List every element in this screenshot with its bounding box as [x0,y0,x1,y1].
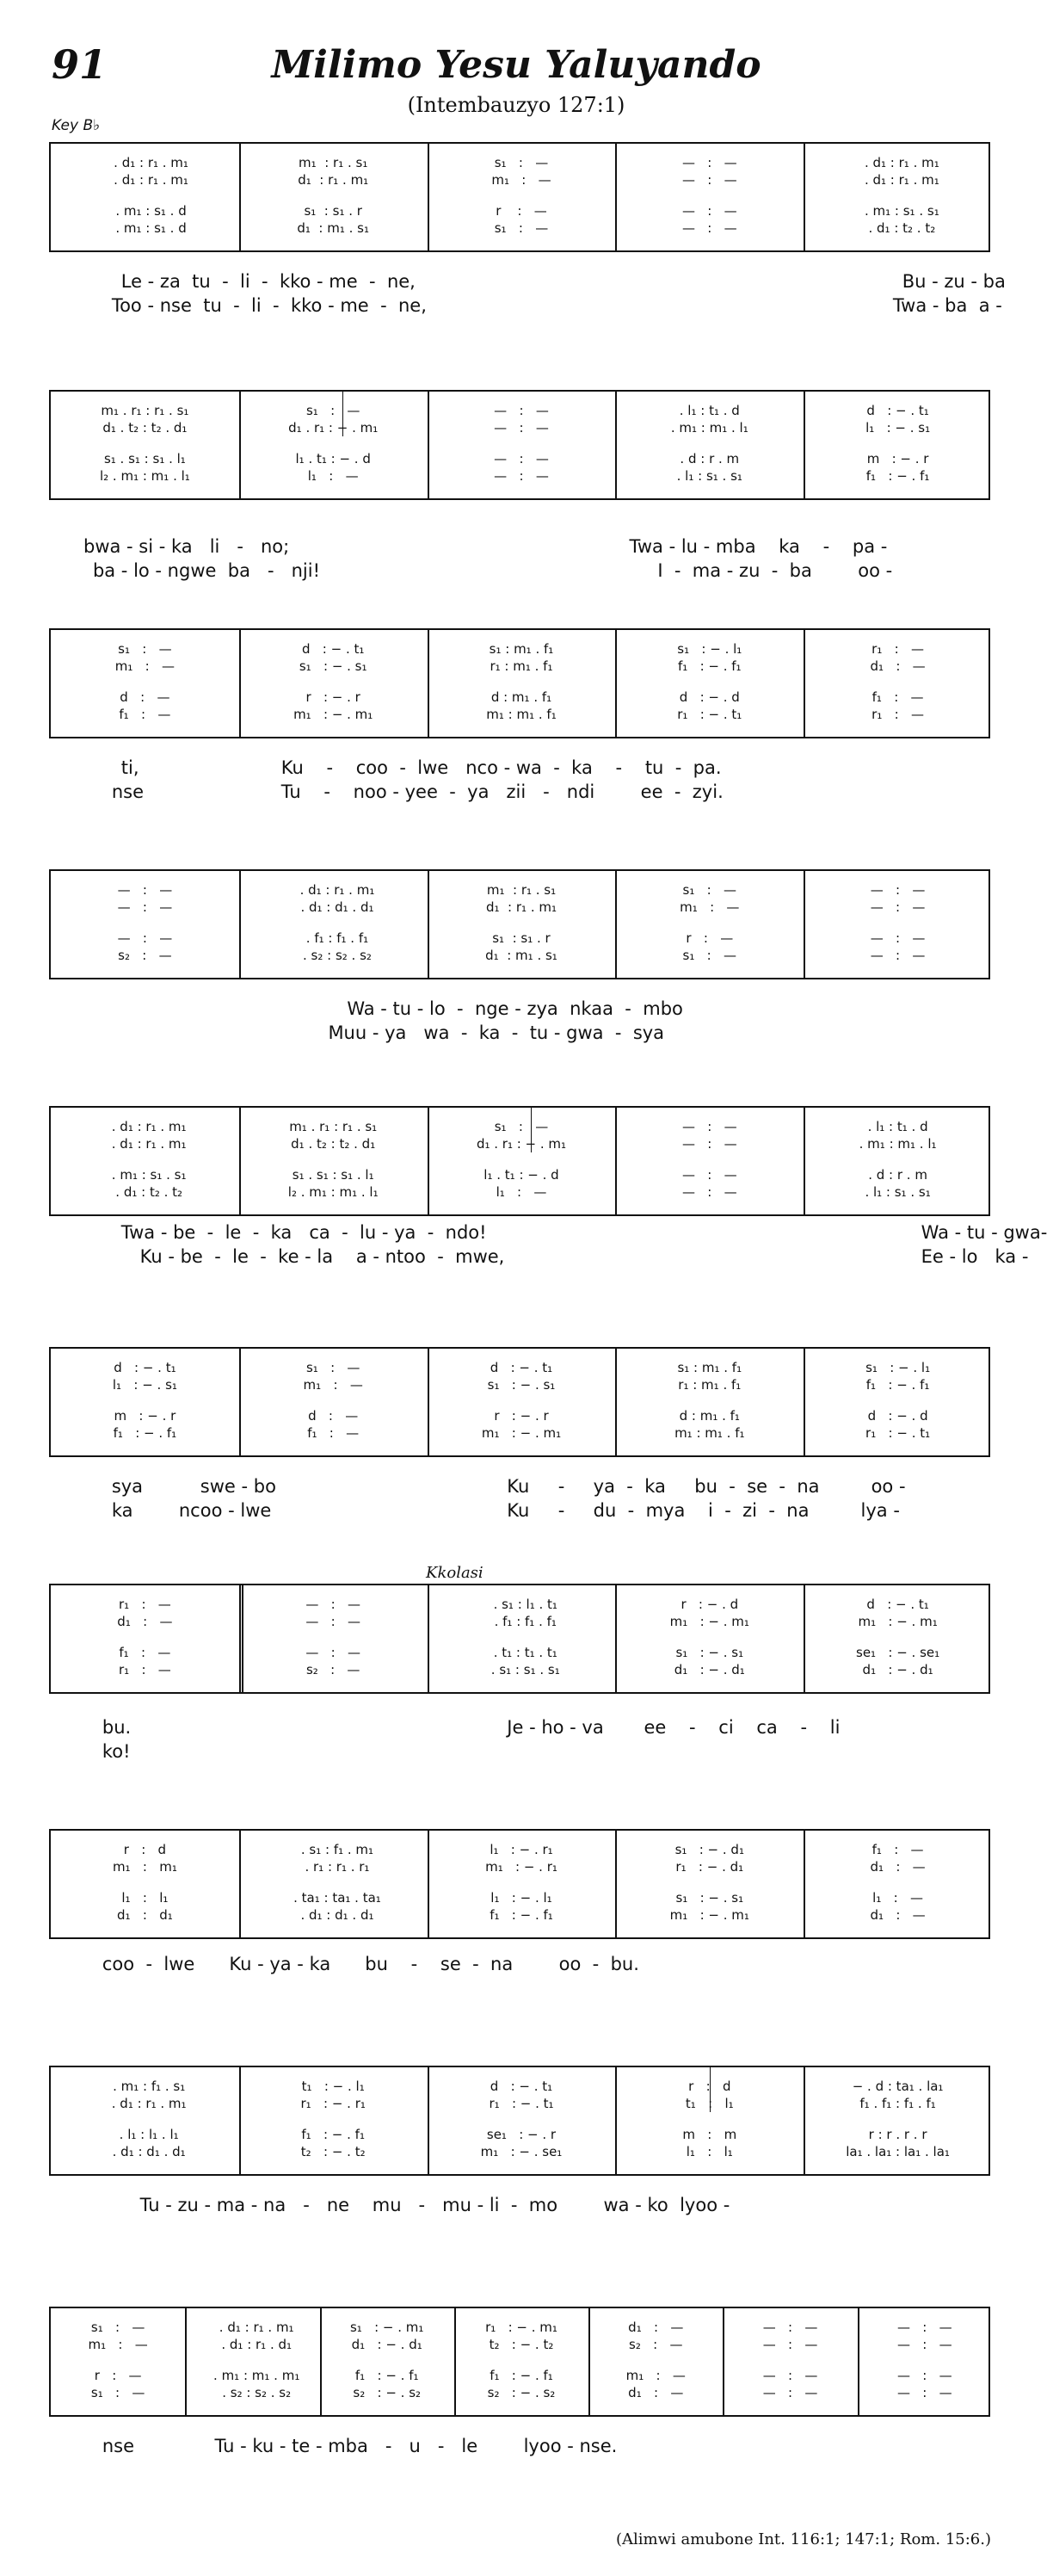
solfa-cell: . d₁ : r₁ . m₁ [103,1136,187,1152]
solfa-cell: l₂ . m₁ : m₁ . l₁ [287,1184,379,1200]
solfa-cell: d₁ : — [117,1614,173,1629]
lyric-line: Je - ho - va ee - ci ca - li [507,1717,841,1738]
bar-line [428,1349,429,1455]
solfa-cell: d : − . t₁ [866,403,929,418]
lyric-line: ko! [102,1741,131,1762]
solfa-cell: . d₁ : d₁ . d₁ [292,899,374,915]
solfa-cell: d : − . t₁ [301,641,365,657]
solfa-cell: . s₂ : s₂ . s₂ [213,2385,292,2400]
solfa-cell: t₂ : − . t₂ [300,2144,366,2159]
solfa-cell: — : — [870,899,926,915]
solfa-cell: d₁ : — [870,1907,926,1923]
solfa-cell: — : — [870,948,926,963]
solfa-cell: l₁ : — [496,1184,547,1200]
score-system [49,2066,990,2176]
solfa-cell: s₁ : — [90,2320,145,2335]
solfa-cell: − . d : ta₁ . la₁ [852,2079,944,2094]
solfa-cell: s₂ : − . s₂ [487,2385,556,2400]
solfa-cell: r : — [496,203,547,219]
bar-line [185,2308,187,2415]
bar-line [723,2308,724,2415]
solfa-cell: s₁ : — [118,641,172,657]
solfa-cell: . d₁ : r₁ . m₁ [856,172,939,188]
solfa-cell: f₁ : − . f₁ [677,658,742,674]
solfa-cell: . l₁ : t₁ . d [679,403,740,418]
lyric-line: bu. [102,1717,132,1738]
solfa-cell: . m₁ : m₁ . l₁ [859,1136,937,1152]
solfa-cell: r₁ : − . m₁ [485,2320,557,2335]
solfa-cell: l₁ : − . l₁ [490,1890,552,1906]
solfa-cell: — : — [117,882,173,898]
solfa-cell: m₁ : — [680,899,740,915]
solfa-cell: . d : r . m [680,451,740,466]
bar-line [428,392,429,498]
solfa-cell: r₁ : − . t₁ [677,707,742,722]
solfa-cell: la₁ . la₁ : la₁ . la₁ [846,2144,950,2159]
solfa-cell: — : — [494,403,549,418]
bar-line [804,630,805,737]
bar-line [454,2308,456,2415]
solfa-cell: — : — [897,2385,952,2400]
solfa-cell: d : − . d [679,689,740,705]
solfa-cell: . r₁ : r₁ . r₁ [296,1859,370,1875]
solfa-cell: . d₁ : r₁ . m₁ [292,882,375,898]
solfa-cell: l₁ . t₁ : − . d [295,451,371,466]
solfa-cell: r : r . r . r [868,2127,927,2142]
solfa-cell: r₁ : — [118,1662,171,1677]
solfa-cell: — : — [494,468,549,484]
solfa-cell: . m₁ : s₁ . d [103,203,187,219]
reference-footer: (Alimwi amubone Int. 116:1; 147:1; Rom. 15:6.) [616,2530,991,2548]
solfa-cell: — : — [762,2385,818,2400]
solfa-cell: m₁ : — [88,2337,148,2352]
solfa-cell: — : — [897,2337,952,2352]
solfa-cell: — : — [681,172,737,188]
solfa-cell: . m₁ : m₁ . l₁ [670,420,748,436]
score-system [49,1347,990,1457]
solfa-cell: s₁ . s₁ : s₁ . l₁ [292,1167,374,1183]
solfa-cell: . d₁ : d₁ . d₁ [104,2144,186,2159]
lyric-line: Tu - zu - ma - na - ne mu - mu - li - mo wa - ko lyoo - [139,2195,730,2215]
solfa-cell: m₁ . r₁ : r₁ . s₁ [289,1119,378,1134]
bar-line [615,1831,617,1937]
lyric-line: Muu - ya wa - ka - tu - gwa - sya [328,1022,665,1043]
solfa-cell: s₁ : m₁ . f₁ [677,1360,742,1375]
solfa-cell: t₁ : − . l₁ [301,2079,365,2094]
solfa-cell: r₁ : − . t₁ [489,2096,554,2111]
solfa-cell: . d₁ : r₁ . m₁ [211,2320,294,2335]
solfa-cell: d : − . t₁ [866,1597,929,1612]
solfa-cell: f₁ : − . f₁ [490,2368,553,2383]
solfa-cell: d : m₁ . f₁ [679,1408,740,1424]
solfa-cell: — : — [681,155,737,170]
solfa-cell: se₁ : − . se₁ [856,1645,940,1660]
solfa-cell: r₁ : − . t₁ [865,1425,931,1441]
solfa-cell: d₁ : — [870,1859,926,1875]
solfa-cell: d : − . t₁ [490,1360,553,1375]
solfa-cell: f₁ : − . f₁ [865,1377,930,1393]
solfa-cell: s₁ . s₁ : s₁ . l₁ [103,451,186,466]
solfa-cell: s₂ : — [305,1662,360,1677]
chorus-label: Kkolasi [426,1564,483,1582]
bar-line [428,630,429,737]
bar-line [804,1831,805,1937]
solfa-cell: — : — [681,203,737,219]
hymn-number: 91 [52,41,108,88]
score-system [49,142,990,252]
solfa-cell: . l₁ : s₁ . s₁ [676,468,742,484]
solfa-cell: f₁ . f₁ : f₁ . f₁ [859,2096,936,2111]
solfa-cell: d₁ . t₂ : t₂ . d₁ [102,420,188,436]
solfa-cell: m₁ : — [303,1377,363,1393]
lyric-line: nse Tu - ku - te - mba - u - le lyoo - nse. [102,2436,618,2456]
bar-line [428,1108,429,1214]
solfa-cell: s₁ : − . l₁ [865,1360,931,1375]
lyric-line: ba - lo - ngwe ba - nji! [92,560,320,581]
bar-line [804,392,805,498]
solfa-cell: m₁ : − . m₁ [669,1907,749,1923]
solfa-cell: d₁ : m₁ . s₁ [297,220,370,236]
solfa-cell: d : − . t₁ [490,2079,553,2094]
solfa-cell: r : − . r [305,689,360,705]
solfa-cell: . f₁ : f₁ . f₁ [486,1614,557,1629]
lyric-line: coo - lwe Ku - ya - ka bu - se - na oo - bu. [102,1954,639,1974]
solfa-cell: l₁ . t₁ : − . d [483,1167,559,1183]
solfa-cell: — : — [762,2320,818,2335]
solfa-cell: f₁ : − . f₁ [301,2127,365,2142]
solfa-cell: m : − . r [114,1408,176,1424]
solfa-cell: r₁ : − . r₁ [300,2096,366,2111]
solfa-cell: m₁ : − . se₁ [480,2144,563,2159]
solfa-cell: — : — [494,420,549,436]
solfa-cell: l₁ : l₁ [686,2144,733,2159]
beat-divider [710,2067,711,2112]
lyric-line: Ku - be - le - ke - la a - ntoo - mwe, [139,1246,505,1267]
solfa-cell: m₁ : − . m₁ [858,1614,938,1629]
lyric-line: Twa - lu - mba ka - pa - [629,536,888,557]
solfa-cell: . d₁ : t₂ . t₂ [107,1184,183,1200]
bar-line [615,871,617,978]
solfa-cell: r : − . d [681,1597,739,1612]
bar-line [239,1349,241,1455]
solfa-cell: . d₁ : t₂ . t₂ [859,220,936,236]
solfa-cell: s₁ : − . s₁ [675,1645,744,1660]
lyric-line: Ku - ya - ka bu - se - na oo - [507,1476,906,1497]
lyric-line: Twa - ba a - [892,295,1002,316]
solfa-cell: d₁ . t₂ : t₂ . d₁ [291,1136,376,1152]
hymn-subtitle: (Intembauzyo 127:1) [407,93,625,117]
bar-line [239,1831,241,1937]
solfa-cell: — : — [494,451,549,466]
solfa-cell: — : — [897,2320,952,2335]
score-system [49,869,990,979]
score-system [49,1584,990,1694]
hymn-title: Milimo Yesu Yaluyando [271,43,761,87]
bar-line [428,1585,429,1692]
solfa-cell: s₁ : — [305,403,360,418]
solfa-cell: l₁ : l₁ [121,1890,169,1906]
solfa-cell: — : — [305,1614,361,1629]
solfa-cell: m₁ : r₁ . s₁ [299,155,368,170]
score-system [49,2307,990,2417]
solfa-cell: d : — [120,689,170,705]
bar-line [239,1108,241,1214]
solfa-cell: l₁ : — [307,468,359,484]
solfa-cell: r₁ : − . d₁ [675,1859,744,1875]
bar-line [428,871,429,978]
solfa-cell: r : d [688,2079,731,2094]
solfa-cell: — : — [681,1167,737,1183]
beat-divider [531,1108,532,1152]
bar-line [615,144,617,250]
solfa-cell: s₁ : − . d₁ [674,1842,744,1857]
solfa-cell: r : d [123,1842,167,1857]
bar-line [615,1585,617,1692]
solfa-cell: d : m₁ . f₁ [490,689,552,705]
solfa-cell: l₂ . m₁ : m₁ . l₁ [99,468,190,484]
lyric-line: Twa - be - le - ka ca - lu - ya - ndo! [120,1222,487,1243]
solfa-cell: l₁ : — [872,1890,923,1906]
solfa-cell: s₁ : − . s₁ [487,1377,556,1393]
solfa-cell: m₁ : − . r₁ [485,1859,557,1875]
solfa-cell: . d₁ : r₁ . m₁ [103,2096,187,2111]
solfa-cell: — : — [681,1136,737,1152]
solfa-cell: f₁ : − . f₁ [354,2368,419,2383]
solfa-cell: m₁ : − . m₁ [293,707,373,722]
solfa-cell: . l₁ : t₁ . d [867,1119,928,1134]
solfa-cell: — : — [870,930,926,946]
solfa-cell: d : — [308,1408,359,1424]
solfa-cell: r₁ : — [871,707,924,722]
solfa-cell: . l₁ : s₁ . s₁ [865,1184,931,1200]
lyric-line: ti, [120,757,139,778]
solfa-cell: d₁ : r₁ . m₁ [298,172,369,188]
bar-line [804,144,805,250]
score-system [49,1106,990,1216]
solfa-cell: d₁ : m₁ . s₁ [485,948,557,963]
solfa-cell: f₁ : — [871,1842,924,1857]
solfa-cell: s₁ : — [90,2385,145,2400]
solfa-cell: . s₂ : s₂ . s₂ [294,948,372,963]
lyric-line: sya swe - bo [111,1476,276,1497]
bar-line [239,871,241,978]
solfa-cell: s₂ : − . s₂ [353,2385,422,2400]
solfa-cell: — : — [897,2368,952,2383]
bar-line [615,1349,617,1455]
solfa-cell: s₁ : — [682,948,737,963]
solfa-cell: — : — [681,1119,737,1134]
solfa-cell: r₁ : — [871,641,924,657]
solfa-cell: . s₁ : l₁ . t₁ [485,1597,557,1612]
solfa-cell: m₁ . r₁ : r₁ . s₁ [101,403,189,418]
solfa-cell: . d₁ : r₁ . m₁ [101,155,188,170]
solfa-cell: d₁ : − . d₁ [351,2337,422,2352]
bar-line [428,1831,429,1937]
bar-line [615,392,617,498]
solfa-cell: . l₁ : l₁ . l₁ [111,2127,179,2142]
solfa-cell: m₁ : m₁ [112,1859,177,1875]
lyric-line: Wa - tu - gwa- [921,1222,1047,1243]
solfa-cell: s₁ : s₁ . r [304,203,362,219]
solfa-cell: d₁ : — [628,2320,684,2335]
solfa-cell: f₁ : − . f₁ [113,1425,177,1441]
lyric-line: Ee - lo ka - [921,1246,1029,1267]
solfa-cell: s₁ : — [682,882,737,898]
bar-line [588,2308,590,2415]
lyric-line: Tu - noo - yee - ya zii - ndi ee - zyi. [280,781,724,802]
solfa-cell: m₁ : − . m₁ [481,1425,562,1441]
bar-line [239,2067,241,2174]
solfa-cell: . d : r . m [868,1167,927,1183]
solfa-cell: — : — [305,1597,361,1612]
solfa-cell: . s₁ : s₁ . s₁ [483,1662,560,1677]
solfa-cell: s₁ : − . l₁ [677,641,742,657]
solfa-cell: d₁ . r₁ : − . m₁ [476,1136,567,1152]
solfa-cell: m₁ : r₁ . s₁ [486,882,557,898]
lyric-line: Too - nse tu - li - kko - me - ne, [111,295,427,316]
solfa-cell: — : — [681,1184,737,1200]
solfa-cell: f₁ : — [871,689,924,705]
solfa-cell: d₁ : r₁ . m₁ [485,899,557,915]
solfa-cell: d₁ . r₁ : − . m₁ [288,420,379,436]
solfa-cell: r : − . r [494,1408,549,1424]
solfa-cell: s₁ : − . s₁ [675,1890,744,1906]
lyric-line: ka ncoo - lwe [111,1500,272,1521]
bar-line [804,1585,805,1692]
solfa-cell: . d₁ : r₁ . d₁ [212,2337,293,2352]
solfa-cell: f₁ : — [119,1645,171,1660]
solfa-cell: m₁ : — [114,658,176,674]
lyric-line: Wa - tu - lo - nge - zya nkaa - mbo [347,998,683,1019]
bar-line [428,144,429,250]
solfa-cell: . d₁ : r₁ . m₁ [856,155,939,170]
solfa-cell: — : — [870,882,926,898]
solfa-cell: . m₁ : s₁ . d [103,220,187,236]
solfa-cell: d : − . t₁ [114,1360,176,1375]
bar-line [804,2067,805,2174]
solfa-cell: t₂ : − . t₂ [489,2337,554,2352]
solfa-cell: . t₁ : t₁ . t₁ [485,1645,557,1660]
solfa-cell: d₁ : − . d₁ [862,1662,933,1677]
solfa-cell: d₁ : — [628,2385,684,2400]
solfa-cell: s₁ : − . s₁ [299,658,367,674]
solfa-cell: — : — [305,1645,361,1660]
solfa-cell: m : − . r [866,451,929,466]
lyric-line: nse [111,781,144,802]
solfa-cell: r : — [94,2368,142,2383]
solfa-cell: — : — [117,930,173,946]
solfa-cell: r : — [686,930,734,946]
solfa-cell: s₂ : — [118,948,172,963]
solfa-cell: d₁ : d₁ [117,1907,173,1923]
solfa-cell: d₁ : — [870,658,926,674]
solfa-cell: se₁ : − . r [486,2127,557,2142]
solfa-cell: s₁ : — [494,155,549,170]
bar-line [615,2067,617,2174]
score-system [49,1829,990,1939]
solfa-cell: s₁ : s₁ . r [492,930,551,946]
beat-divider [342,392,343,436]
score-system [49,390,990,500]
bar-line [239,144,241,250]
solfa-cell: — : — [681,220,737,236]
solfa-cell: . m₁ : f₁ . s₁ [104,2079,186,2094]
lyric-line: bwa - si - ka li - no; [83,536,290,557]
solfa-cell: f₁ : — [119,707,171,722]
solfa-cell: s₁ : − . m₁ [349,2320,424,2335]
solfa-cell: m₁ : — [491,172,551,188]
solfa-cell: . m₁ : m₁ . m₁ [205,2368,300,2383]
lyric-line: Le - za tu - li - kko - me - ne, [120,271,416,292]
solfa-cell: d : − . d [867,1408,928,1424]
bar-line [858,2308,859,2415]
solfa-cell: — : — [762,2337,818,2352]
solfa-cell: l₁ : − . s₁ [865,420,931,436]
solfa-cell: s₁ : m₁ . f₁ [489,641,554,657]
solfa-cell: . ta₁ : ta₁ . ta₁ [285,1890,381,1906]
solfa-cell: r₁ : — [118,1597,171,1612]
solfa-cell: l₁ : − . s₁ [112,1377,177,1393]
solfa-cell: . d₁ : r₁ . m₁ [101,172,188,188]
bar-line [320,2308,322,2415]
solfa-cell: s₁ : — [305,1360,360,1375]
solfa-cell: m₁ : — [625,2368,686,2383]
bar-line [615,1108,617,1214]
solfa-cell: s₂ : — [629,2337,683,2352]
solfa-cell: . f₁ : f₁ . f₁ [298,930,369,946]
bar-line [239,630,241,737]
solfa-cell: r₁ : m₁ . f₁ [490,658,553,674]
solfa-cell: . s₁ : f₁ . m₁ [293,1842,374,1857]
key-signature: Key B♭ [52,117,101,134]
bar-line [239,1585,243,1692]
solfa-cell: f₁ : — [307,1425,360,1441]
solfa-cell: m₁ : m₁ . f₁ [486,707,557,722]
solfa-cell: f₁ : − . f₁ [865,468,930,484]
bar-line [804,871,805,978]
solfa-cell: s₁ : — [494,1119,549,1134]
solfa-cell: r₁ : m₁ . f₁ [678,1377,742,1393]
score-system [49,628,990,738]
solfa-cell: d₁ : − . d₁ [674,1662,745,1677]
solfa-cell: . m₁ : s₁ . s₁ [103,1167,187,1183]
bar-line [615,630,617,737]
solfa-cell: s₁ : — [494,220,549,236]
solfa-cell: m₁ : m₁ . f₁ [674,1425,745,1441]
solfa-cell: m : m [682,2127,737,2142]
solfa-cell: m₁ : − . m₁ [669,1614,749,1629]
solfa-cell: — : — [762,2368,818,2383]
solfa-cell: — : — [117,899,173,915]
lyric-line: I - ma - zu - ba oo - [657,560,893,581]
lyric-line: Ku - coo - lwe nco - wa - ka - tu - pa. [280,757,722,778]
bar-line [239,392,241,498]
bar-line [428,2067,429,2174]
bar-line [804,1349,805,1455]
solfa-cell: . d₁ : d₁ . d₁ [292,1907,374,1923]
solfa-cell: . m₁ : s₁ . s₁ [856,203,939,219]
solfa-cell: l₁ : − . r₁ [490,1842,553,1857]
bar-line [804,1108,805,1214]
lyric-line: Bu - zu - ba [902,271,1006,292]
lyric-line: Ku - du - mya i - zi - na lya - [507,1500,900,1521]
solfa-cell: . d₁ : r₁ . m₁ [103,1119,187,1134]
solfa-cell: f₁ : − . f₁ [490,1907,553,1923]
solfa-cell: t₁ : l₁ [685,2096,734,2111]
